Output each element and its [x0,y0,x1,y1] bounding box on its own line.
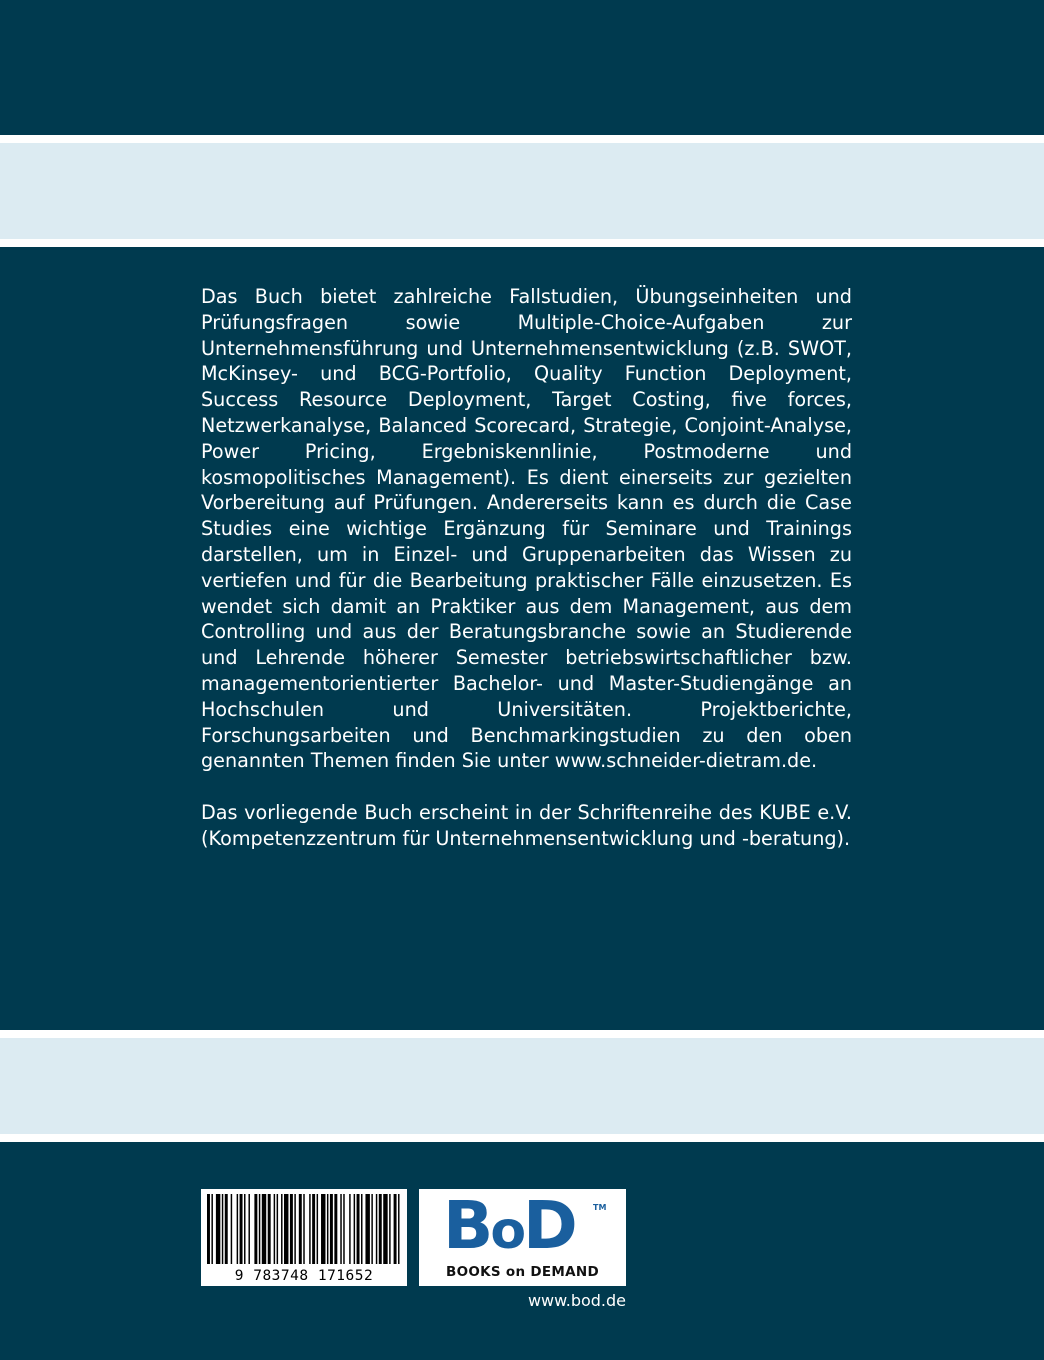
top-decorative-band [0,135,1044,247]
top-band-fill [0,143,1044,239]
bottom-decorative-band [0,1030,1044,1142]
isbn-number: 9 783748 171652 [234,1268,374,1284]
blurb-paragraph-1: Das Buch bietet zahlreiche Fallstudien, Übungseinheiten und Prüfungsfragen sowie Multiple-Choice-Aufgaben zur Unternehmensführung und Unternehmensentwicklung (z.B. SWOT, McKinsey- und BCG-Portfolio, Quality Function Deployment, Success Resource Deployment, Target Costing, five forces, Netzwerkanalyse, Balanced Scorecard, Strategie, Conjoint-Analyse, Power Pricing, Ergebniskennlinie, Postmoderne und kosmopolitisches Management). Es dient einerseits zur gezielten Vorbereitung auf Prüfungen. Andererseits kann es durch die Case Studies eine wichtige Ergänzung für Seminare und Trainings darstellen, um in Einzel- und Gruppenarbeiten das Wissen zu vertiefen und für die Bearbeitung praktischer Fälle einzusetzen. Es wendet sich damit an Praktiker aus dem Management, aus dem Controlling und aus der Beratungsbranche sowie an Studierende und Lehrende höherer Semester betriebswirtschaftlicher bzw. managementorientierter Bachelor- und Master-Studiengänge an Hochschulen und Universitäten. Projektberichte, Forschungsarbeiten und Benchmarkingstudien zu den oben genannten Themen finden Sie unter www.schneider-dietram.de. [201,285,852,773]
logo-letter-d: D [523,1187,575,1264]
publisher-logo [419,1189,626,1286]
bottom-band-fill [0,1038,1044,1134]
isbn-barcode [201,1189,407,1286]
logo-letter-b: B [443,1187,491,1264]
publisher-url: www.bod.de [527,1291,626,1310]
bod-logo-mark [443,1187,575,1266]
barcode-bars [207,1194,401,1264]
blurb-paragraph-2: Das vorliegende Buch erscheint in der Schriftenreihe des KUBE e.V. (Kompetenzzentrum für Unternehmensentwicklung und -beratung). [201,800,852,850]
trademark-symbol: TM [593,1203,607,1212]
publisher-tagline: BOOKS on DEMAND [445,1264,600,1280]
logo-letter-o: o [490,1201,524,1261]
back-cover-blurb [201,284,852,877]
